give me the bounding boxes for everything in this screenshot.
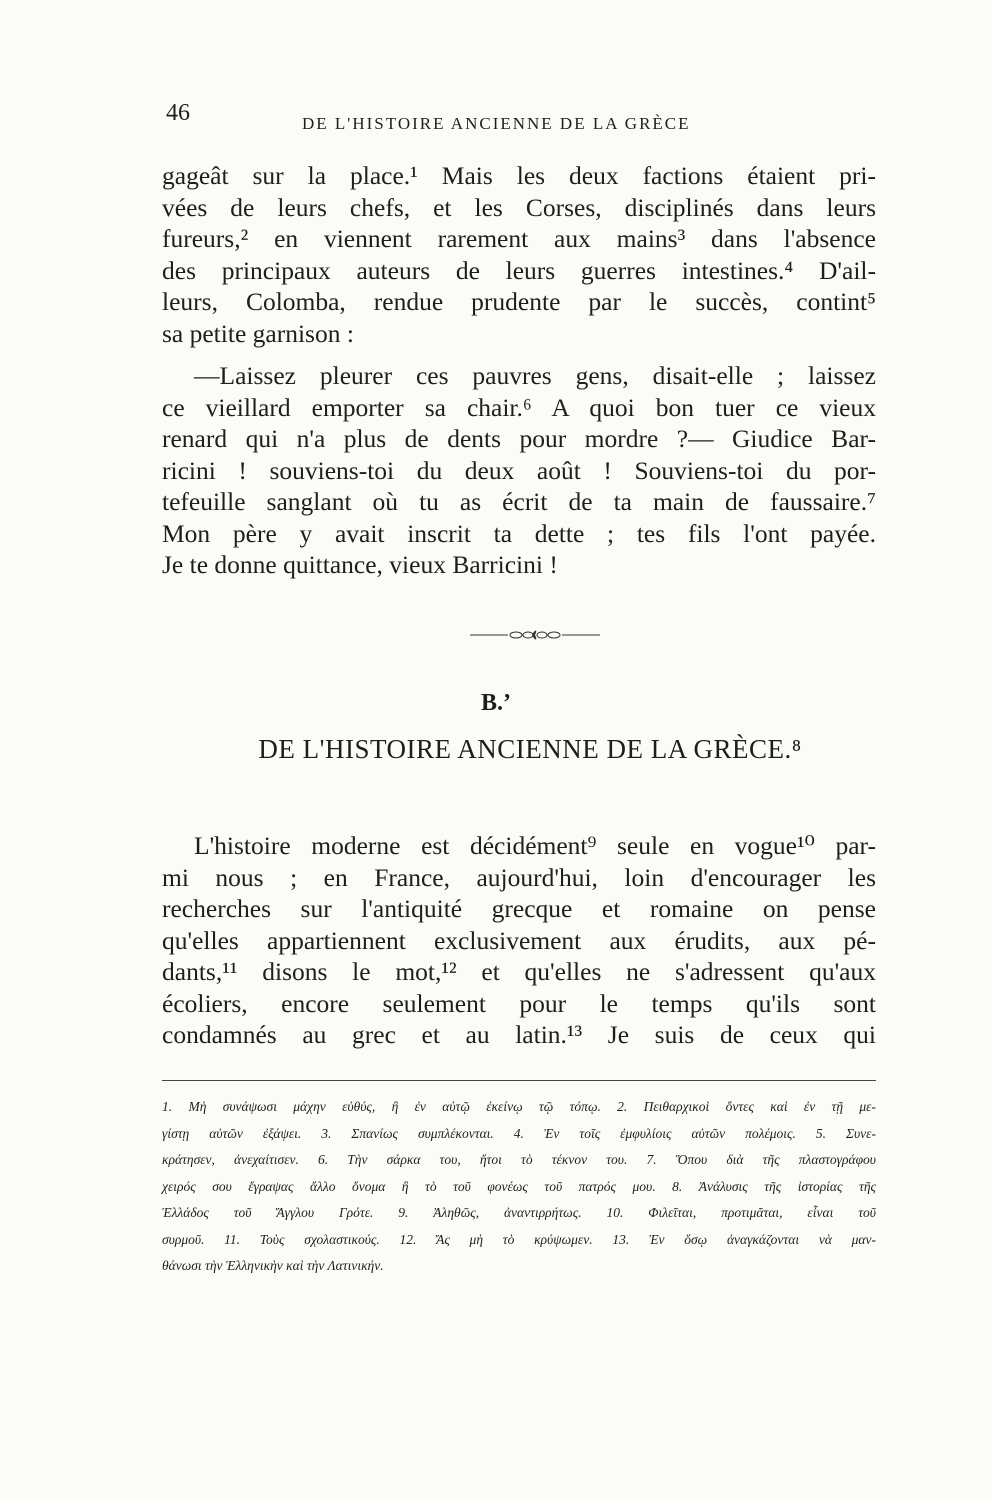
running-head: DE L'HISTOIRE ANCIENNE DE LA GRÈCE	[302, 114, 691, 133]
footnote-line: γίστῃ αὐτῶν ἐξάψει. 3. Σπανίως συμπλέκονται. 4. Ἐν τοῖς ἐμφυλίοις αὐτῶν πολέμοις. 5. Συνε-	[162, 1125, 876, 1141]
section-letter: B.’	[481, 690, 511, 716]
paragraph-1	[162, 160, 876, 349]
footnote-line: θάνωσι τὴν Ἑλληνικὴν καὶ τὴν Λατινικήν.	[162, 1258, 384, 1273]
footnotes	[162, 1094, 876, 1280]
text-line: mi nous ; en France, aujourd'hui, loin d'encourager les	[162, 862, 876, 892]
text-line: sa petite garnison :	[162, 318, 354, 348]
text-line: qu'elles appartiennent exclusivement aux érudits, aux pé-	[162, 925, 876, 955]
footnote-line: 1. Μὴ συνάψωσι μάχην εὐθύς, ἢ ἐν αὐτῷ ἐκείνῳ τῷ τόπῳ. 2. Πειθαρχικοὶ ὄντες καὶ ἐν τῇ με-	[162, 1099, 876, 1114]
text-line: renard qui n'a plus de dents pour mordre ?— Giudice Bar-	[162, 424, 876, 453]
text-line: vées de leurs chefs, et les Corses, disciplinés dans leurs	[162, 192, 876, 222]
text-line: écoliers, encore seulement pour le temps qu'ils sont	[162, 988, 876, 1018]
text-line: recherches sur l'antiquité grecque et romaine on pense	[162, 894, 876, 923]
section-title: DE L'HISTOIRE ANCIENNE DE LA GRÈCE.⁸	[258, 734, 802, 764]
text-line: ricini ! souviens-toi du deux août ! Souviens-toi du por-	[162, 455, 876, 485]
page-number: 46	[166, 100, 190, 126]
text-line: —Laissez pleurer ces pauvres gens, disait-elle ; laissez	[194, 361, 876, 390]
text-line: des principaux auteurs de leurs guerres intestines.⁴ D'ail-	[162, 255, 876, 285]
text-line: Je te donne quittance, vieux Barricini !	[162, 550, 558, 579]
footnote-line: χειρός σου ἔγραψας ἄλλο ὄνομα ἢ τὸ τοῦ φονέως τοῦ πατρός μου. 8. Ἀνάλυσις τῆς ἱστορίας τῆς	[162, 1178, 876, 1194]
text-line: gageât sur la place.¹ Mais les deux factions étaient pri-	[162, 161, 876, 190]
text-line: ce vieillard emporter sa chair.⁶ A quoi bon tuer ce vieux	[162, 392, 876, 422]
paragraph-2	[162, 360, 876, 581]
footnote-line: συρμοῦ. 11. Τοὺς σχολαστικούς. 12. Ἄς μὴ τὸ κρύψωμεν. 13. Ἐν ὅσῳ ἀναγκάζονται νὰ μαν-	[162, 1231, 876, 1247]
paragraph-3	[162, 830, 876, 1051]
text-line: fureurs,² en viennent rarement aux mains³ dans l'absence	[162, 224, 876, 253]
text-line: leurs, Colomba, rendue prudente par le succès, contint⁵	[162, 287, 876, 316]
ornament-divider	[470, 628, 600, 642]
page-header	[166, 100, 876, 140]
text-line: Mon père y avait inscrit ta dette ; tes fils l'ont payée.	[162, 518, 876, 548]
text-line: condamnés au grec et au latin.¹³ Je suis de ceux qui	[162, 1020, 876, 1049]
footnote-line: κράτησεν, ἀνεχαίτισεν. 6. Τὴν σάρκα του, ἤτοι τὸ τέκνον του. 7. Ὅπου διὰ τῆς πλαστογράφου	[162, 1152, 876, 1167]
text-line: dants,¹¹ disons le mot,¹² et qu'elles ne s'adressent qu'aux	[162, 957, 876, 986]
text-line: L'histoire moderne est décidément⁹ seule en vogue¹⁰ par-	[194, 831, 876, 860]
text-line: tefeuille sanglant où tu as écrit de ta main de faussaire.⁷	[162, 487, 876, 516]
footnote-line: Ἑλλάδος τοῦ Ἄγγλου Γρότε. 9. Ἀληθῶς, ἀναντιρρήτως. 10. Φιλεῖται, προτιμᾶται, εἶναι τοῦ	[162, 1205, 876, 1220]
footnote-rule	[162, 1080, 876, 1081]
